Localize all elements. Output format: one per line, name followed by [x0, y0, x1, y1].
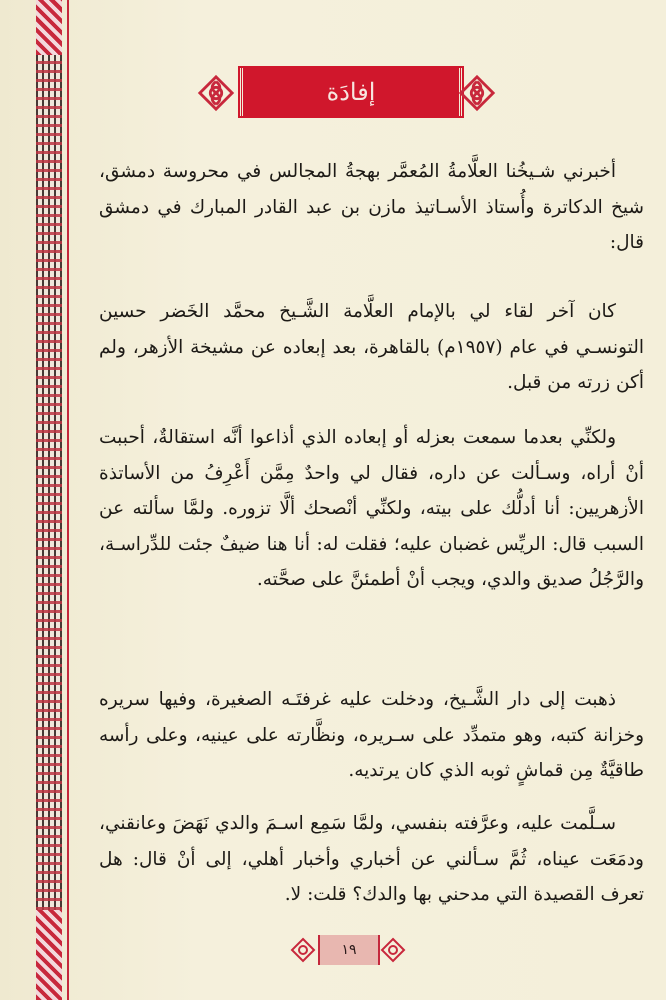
margin-rule — [67, 0, 69, 1000]
floral-ornament-icon — [380, 937, 406, 963]
paragraph — [99, 682, 644, 789]
arabesque-ornament-icon — [197, 74, 235, 112]
decorative-border-strip — [36, 0, 62, 1000]
page-number: ١٩ — [341, 942, 357, 958]
paragraph-text: أخبرني شـيخُنا العلَّامةُ المُعمَّر بهجةُ المجالس في محروسة دمشق، شيخ الدكاترة وأُستاذ الأسـاتيذ مازن بن عبد القادر المبارك في دمشق قال: — [99, 161, 644, 253]
paragraph — [99, 294, 644, 401]
arabesque-ornament-icon — [458, 74, 496, 112]
page-number-box — [318, 935, 380, 965]
paragraph — [99, 154, 644, 261]
floral-ornament-icon — [290, 937, 316, 963]
paragraph-text: سـلَّمت عليه، وعرَّفته بنفسي، ولمَّا سَمِع اسـمَ والدي نَهَضَ وعانقني، ودمَعَت عيناه، ثُمَّ سـألني عن أخباري وأخبار أهلي، إلى أنْ قال: هل تعرف القصيدة التي مدحني بها والدك؟ قلت: لا. — [99, 813, 644, 905]
decorative-border-bottom — [36, 910, 62, 1000]
paragraph — [99, 420, 644, 598]
paragraph-text: ذهبت إلى دار الشَّـيخ، ودخلت عليه غرفتَـه الصغيرة، وفيها سريره وخزانة كتبه، وهو متمدِّد على سـريره، ونظَّارته على عينيه، وعلى رأسه طاقيَّةٌ مِن قماشٍ ثوبه الذي كان يرتديه. — [99, 689, 644, 781]
section-title-banner — [240, 68, 462, 116]
paragraph-text: كان آخر لقاء لي بالإمام العلَّامة الشَّـيخ محمَّد الخَضر حسين التونسـي في عام (١٩٥٧م) بالقاهرة، بعد إبعاده عن مشيخة الأزهر، ولم أكن زرته من قبل. — [99, 301, 644, 393]
paragraph — [99, 806, 644, 913]
paragraph-text: ولكنِّي بعدما سمعت بعزله أو إبعاده الذي أذاعوا أنَّه استقالةٌ، أحببت أنْ أراه، وسـألت عن داره، فقال لي واحدٌ مِمَّن أَعْرِفُ من الأساتذة الأزهريين: أنا أدلُّك على بيته، ولكنِّي أنْصحك ألَّا تزوره. ولمَّا سألته عن السبب قال: الريِّس غضبان عليه؛ فقلت له: أنا هنا ضيفٌ جئت للدِّراسـة، والرَّجُلُ صديق والدي، ويجب أنْ أطمئنَّ على صحَّته. — [99, 427, 644, 590]
section-title: إفادَة — [326, 78, 376, 106]
decorative-border-top — [36, 0, 62, 55]
